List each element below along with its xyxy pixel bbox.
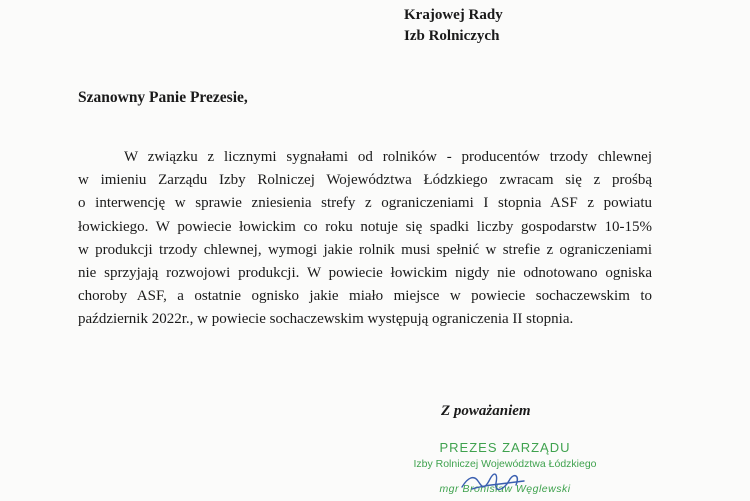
body-line-3: o interwencję w sprawie zniesienia strefy z ograniczeniami I stopnia ASF z powiatu bbox=[78, 195, 652, 212]
salutation: Szanowny Panie Prezesie, bbox=[78, 89, 248, 106]
addressee-line-2: Izb Rolniczych bbox=[404, 28, 500, 44]
body-line-8: październik 2022r., w powiecie sochaczewskim występują ograniczenia II stopnia. bbox=[78, 311, 574, 328]
addressee-block bbox=[404, 5, 503, 47]
body-line-2: w imieniu Zarządu Izby Rolniczej Województwa Łódzkiego zwracam się z prośbą bbox=[78, 172, 652, 189]
addressee-line-1: Krajowej Rady bbox=[404, 7, 503, 23]
body-line-6: nie sprzyjają rozwojowi produkcji. W powiecie łowickim nigdy nie odnotowano ogniska bbox=[78, 264, 652, 281]
body-line-4: łowickiego. W powiecie łowickim co roku notuje się spadki liczby gospodarstw 10-15% bbox=[78, 218, 652, 235]
stamp-organization: Izby Rolniczej Województwa Łódzkiego bbox=[413, 458, 597, 470]
handwritten-signature-icon bbox=[458, 465, 538, 501]
stamp-name: mgr Bronisław Węglewski bbox=[439, 483, 571, 495]
letter-body bbox=[78, 146, 652, 332]
body-line-1: W związku z licznymi sygnałami od rolników - producentów trzody chlewnej bbox=[124, 149, 652, 165]
body-line-7: choroby ASF, a ostatnie ognisko jakie miało miejsce w powiecie sochaczewskim to bbox=[78, 288, 652, 305]
body-line-5: w produkcji trzody chlewnej, wymogi jakie rolnik musi spełnić w strefie z ograniczeniami bbox=[78, 241, 652, 258]
closing-phrase: Z poważaniem bbox=[441, 403, 531, 419]
stamp-title: PREZES ZARZĄDU bbox=[439, 440, 571, 455]
